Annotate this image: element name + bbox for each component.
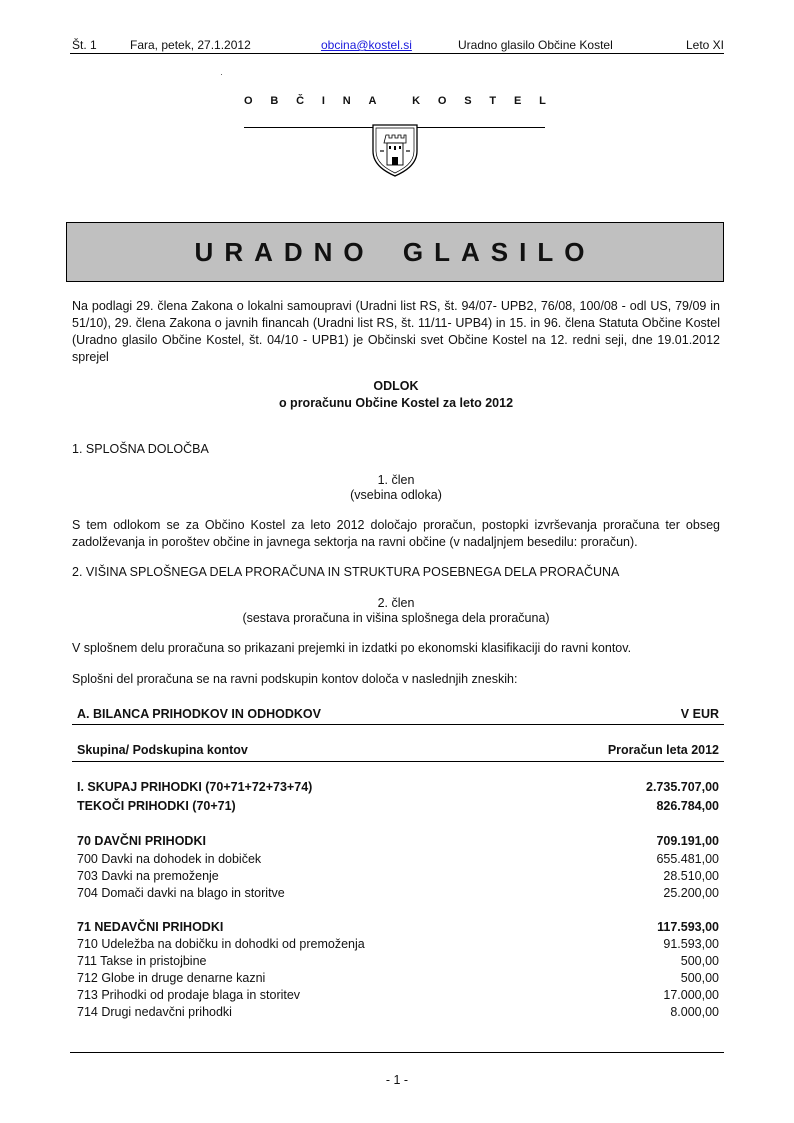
issue-date: Fara, petek, 27.1.2012: [130, 38, 251, 52]
row-label: 704 Domači davki na blago in storitve: [77, 886, 285, 900]
row-value: 28.510,00: [663, 869, 719, 883]
row-value: 117.593,00: [657, 920, 719, 934]
table-header-row: [77, 743, 719, 760]
intro-paragraph: Na podlagi 29. člena Zakona o lokalni samoupravi (Uradni list RS, št. 94/07- UPB2, 76/08, 100/08 - odl US, 79/09 in 51/10), 29. člena Zakona o javnih financah (Uradni list RS, št. 11/11- UPB4) in 15. in 96. člena Statuta Občine Kostel (Uradno glasilo Občine Kostel, št. 04/10 - UPB1) je Občinski svet Občine Kostel na 12. redni seji, dne 19.01.2012 sprejel: [72, 299, 720, 364]
table-section-title-row: [77, 707, 719, 724]
table-row: [77, 780, 719, 797]
table-header-divider: [72, 761, 724, 762]
row-value: 709.191,00: [656, 834, 719, 848]
gazette-title-banner: URADNO GLASILO: [66, 222, 724, 282]
table-row: [77, 937, 719, 954]
article-2-text-2: Splošni del proračuna se na ravni podskupin kontov določa v naslednjih zneskih:: [72, 672, 518, 686]
row-value: 91.593,00: [663, 937, 719, 951]
table-currency: V EUR: [680, 707, 719, 721]
table-section-title: A. BILANCA PRIHODKOV IN ODHODKOV: [77, 707, 321, 721]
table-row: [77, 920, 719, 937]
table-row: [77, 988, 719, 1005]
table-header-right: Proračun leta 2012: [607, 743, 719, 757]
page-number: - 1 -: [385, 1073, 409, 1087]
table-row: [77, 954, 719, 971]
row-value: 25.200,00: [663, 886, 719, 900]
row-value: 2.735.707,00: [646, 780, 719, 794]
article-1-subtitle: (vsebina odloka): [350, 488, 442, 502]
row-label: I. SKUPAJ PRIHODKI (70+71+72+73+74): [77, 780, 313, 794]
table-row: [77, 834, 719, 851]
footer-divider: [70, 1052, 724, 1053]
row-label: 700 Davki na dohodek in dobiček: [77, 852, 262, 866]
email-link[interactable]: obcina@kostel.si: [321, 38, 412, 52]
row-value: 826.784,00: [656, 799, 719, 813]
table-title-divider: [72, 724, 724, 725]
coat-of-arms-icon: [370, 121, 420, 177]
article-2-text-1: V splošnem delu proračuna so prikazani prejemki in izdatki po ekonomski klasifikaciji do ravni kontov.: [72, 641, 632, 655]
row-label: 71 NEDAVČNI PRIHODKI: [77, 920, 224, 934]
table-row: [77, 869, 719, 886]
row-value: 500,00: [680, 954, 719, 968]
article-2-subtitle: (sestava proračuna in višina splošnega dela proračuna): [242, 611, 550, 625]
issue-number: Št. 1: [72, 38, 97, 52]
table-row: [77, 886, 719, 903]
table-row: [77, 799, 719, 816]
row-label: 713 Prihodki od prodaje blaga in storitev: [77, 988, 301, 1002]
row-label: 712 Globe in druge denarne kazni: [77, 971, 266, 985]
decree-subtitle: o proračunu Občine Kostel za leto 2012: [278, 396, 514, 410]
row-value: 17.000,00: [663, 988, 719, 1002]
row-value: 655.481,00: [656, 852, 719, 866]
row-label: 711 Takse in pristojbine: [77, 954, 207, 968]
section-1-heading: 1. SPLOŠNA DOLOČBA: [72, 442, 209, 456]
page-header: [72, 38, 724, 52]
row-label: 714 Drugi nedavčni prihodki: [77, 1005, 232, 1019]
row-label: 710 Udeležba na dobičku in dohodki od premoženja: [77, 937, 365, 951]
row-value: 8.000,00: [670, 1005, 719, 1019]
table-row: [77, 1005, 719, 1022]
publication-name: Uradno glasilo Občine Kostel: [458, 38, 613, 52]
municipality-name: O B Č I N A K O S T E L: [244, 95, 546, 107]
row-label: 703 Davki na premoženje: [77, 869, 219, 883]
table-row: [77, 852, 719, 869]
header-divider: [70, 53, 724, 54]
decree-title: ODLOK: [373, 379, 419, 393]
table-header-left: Skupina/ Podskupina kontov: [77, 743, 248, 757]
row-label: TEKOČI PRIHODKI (70+71): [77, 799, 236, 813]
section-2-heading: 2. VIŠINA SPLOŠNEGA DELA PRORAČUNA IN STRUKTURA POSEBNEGA DELA PRORAČUNA: [72, 565, 620, 579]
row-value: 500,00: [680, 971, 719, 985]
mark: [221, 74, 222, 75]
row-label: 70 DAVČNI PRIHODKI: [77, 834, 206, 848]
article-1-text: S tem odlokom se za Občino Kostel za leto 2012 določajo proračun, postopki izvrševanja proračuna ter obseg zadolževanja in poroštev občine in javnega sektorja na ravni občine (v nadaljnjem besedilu: proračun).: [72, 518, 720, 549]
article-1-title: 1. člen: [377, 473, 415, 487]
table-row: [77, 971, 719, 988]
article-2-title: 2. člen: [377, 596, 415, 610]
publication-year: Leto XI: [685, 38, 724, 52]
